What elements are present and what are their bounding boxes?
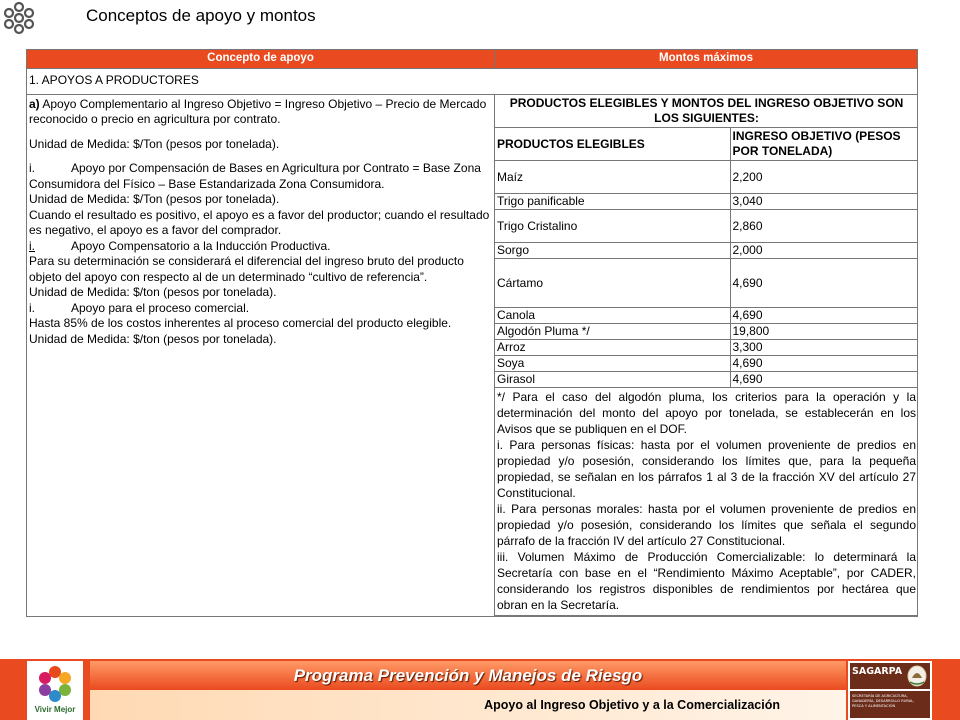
table-row (495, 308, 918, 324)
header-concepto: Concepto de apoyo (27, 50, 495, 69)
product-name: Soya (495, 356, 730, 372)
concept-c-note: Para su determinación se considerará el diferencial del ingreso bruto del producto objeto del apoyo con respecto al de un determinado “cultivo de referencia”. (29, 254, 464, 284)
table-header-row (27, 50, 918, 69)
products-title-row (495, 95, 918, 128)
product-name: Trigo Cristalino (495, 210, 730, 243)
col-products: PRODUCTOS ELEGIBLES (495, 128, 730, 161)
product-amount: 2,000 (730, 243, 918, 259)
note-moral-persons: ii. Para personas morales: hasta por el volumen proveniente de predios en propiedad y/o posesión, considerando los límites que señala el segundo párrafo de la fracción IV del artículo 27 Constitucional. (497, 502, 917, 548)
sagarpa-logo (848, 661, 932, 720)
concept-c-text: Apoyo Compensatorio a la Inducción Productiva. (71, 238, 331, 253)
product-name: Cártamo (495, 259, 730, 308)
table-row (495, 161, 918, 194)
table-row (495, 340, 918, 356)
product-name: Canola (495, 308, 730, 324)
col-objective-income: INGRESO OBJETIVO (PESOS POR TONELADA) (730, 128, 918, 161)
eligible-products-table (495, 95, 918, 617)
amounts-cell (495, 94, 918, 617)
note-max-volume: iii. Volumen Máximo de Producción Comercializable: lo determinará la Secretaría con base en el “Rendimiento Máximo Aceptable”, por CADER, considerando los registros disponibles de rendimientos por hectárea que obran en la Secretaría. (497, 550, 917, 612)
sagarpa-description (852, 694, 914, 709)
section-title: 1. APOYOS A PRODUCTORES (27, 68, 918, 94)
table-row (495, 243, 918, 259)
table-row (495, 324, 918, 340)
concept-d-label: i. (29, 300, 35, 315)
notes-row (495, 388, 918, 616)
product-amount: 4,690 (730, 259, 918, 308)
concept-a-unit: Unidad de Medida: $/Ton (pesos por tonelada). (29, 136, 280, 151)
table-row (495, 372, 918, 388)
footer-banner (0, 659, 960, 720)
products-columns-row (495, 128, 918, 161)
product-amount: 3,040 (730, 194, 918, 210)
product-amount: 2,860 (730, 210, 918, 243)
product-amount: 3,300 (730, 340, 918, 356)
product-name: Algodón Pluma */ (495, 324, 730, 340)
sagarpa-label: SAGARPA (852, 666, 903, 677)
note-cotton: */ Para el caso del algodón pluma, los criterios para la operación y la determinación del monto del apoyo por tonelada, se establecerán en los Avisos que se publiquen en el DOF. (497, 390, 917, 436)
product-amount: 2,200 (730, 161, 918, 194)
page-title: Conceptos de apoyo y montos (86, 6, 316, 25)
vivir-mejor-label: Vivir Mejor (34, 705, 76, 714)
footer-right-strip (932, 659, 960, 720)
concept-c-label: i. (29, 238, 35, 253)
concept-d-note: Hasta 85% de los costos inherentes al proceso comercial del producto elegible. (29, 316, 452, 330)
concept-b-unit: Unidad de Medida: $/Ton (pesos por tonelada). (29, 192, 280, 206)
concept-b-text: Apoyo por Compensación de Bases en Agricultura por Contrato = Base Zona Consumidora del Físico – Base Estandarizada Zona Consumidora. (29, 161, 481, 191)
product-name: Maíz (495, 161, 730, 194)
concept-cell (27, 94, 495, 617)
products-title: PRODUCTOS ELEGIBLES Y MONTOS DEL INGRESO OBJETIVO SON LOS SIGUIENTES: (495, 95, 918, 128)
product-name: Trigo panificable (495, 194, 730, 210)
product-amount: 4,690 (730, 356, 918, 372)
product-amount: 4,690 (730, 372, 918, 388)
concept-b-note: Cuando el resultado es positivo, el apoyo es a favor del productor; cuando el resultado es negativo, el apoyo es a favor del comprador. (29, 207, 490, 237)
concept-c-unit: Unidad de Medida: $/ton (pesos por tonelada). (29, 285, 277, 299)
concept-d (29, 301, 492, 317)
content-row (27, 94, 918, 617)
support-concepts-table (26, 49, 918, 617)
table-row (495, 259, 918, 308)
concept-b (29, 161, 492, 192)
note-physical-persons: i. Para personas físicas: hasta por el volumen proveniente de predios en propiedad y/o posesión, considerando los límites que, para la pequeña propiedad, se señalan en los párrafos 1 al 3 de la fracción XV del artículo 27 Constitucional. (497, 438, 917, 500)
sagarpa-line: GANADERÍA, DESARROLLO RURAL, (852, 699, 915, 703)
header-montos: Montos máximos (495, 50, 918, 69)
vivir-mejor-logo (27, 661, 83, 720)
table-row (495, 194, 918, 210)
table-row (495, 356, 918, 372)
product-amount: 4,690 (730, 308, 918, 324)
table-row (495, 210, 918, 243)
notes-cell (495, 388, 918, 616)
concept-a-text: Apoyo Complementario al Ingreso Objetivo = Ingreso Objetivo – Precio de Mercado reconocido o precio en agricultura por contrato. (29, 96, 487, 126)
concept-a (29, 97, 492, 128)
sagarpa-line: PESCA Y ALIMENTACIÓN (852, 704, 896, 708)
product-name: Arroz (495, 340, 730, 356)
mexico-seal-icon (906, 664, 928, 688)
vivir-mejor-flower-icon (37, 665, 73, 703)
subtitle-bar (90, 690, 846, 720)
concept-d-unit: Unidad de Medida: $/ton (pesos por tonelada). (29, 331, 277, 346)
product-amount: 19,800 (730, 324, 918, 340)
product-name: Sorgo (495, 243, 730, 259)
section-row (27, 68, 918, 94)
concept-c (29, 239, 492, 255)
sagarpa-line: SECRETARÍA DE AGRICULTURA, (852, 694, 908, 698)
emblem-logo-icon (2, 1, 36, 35)
program-title: Programa Prevención y Manejos de Riesgo (90, 661, 846, 690)
concept-d-text: Apoyo para el proceso comercial. (71, 300, 250, 315)
product-name: Girasol (495, 372, 730, 388)
concept-a-label: a) (29, 96, 40, 111)
program-subtitle: Apoyo al Ingreso Objetivo y a la Comercialización (484, 698, 780, 712)
concept-b-label: i. (29, 161, 35, 175)
